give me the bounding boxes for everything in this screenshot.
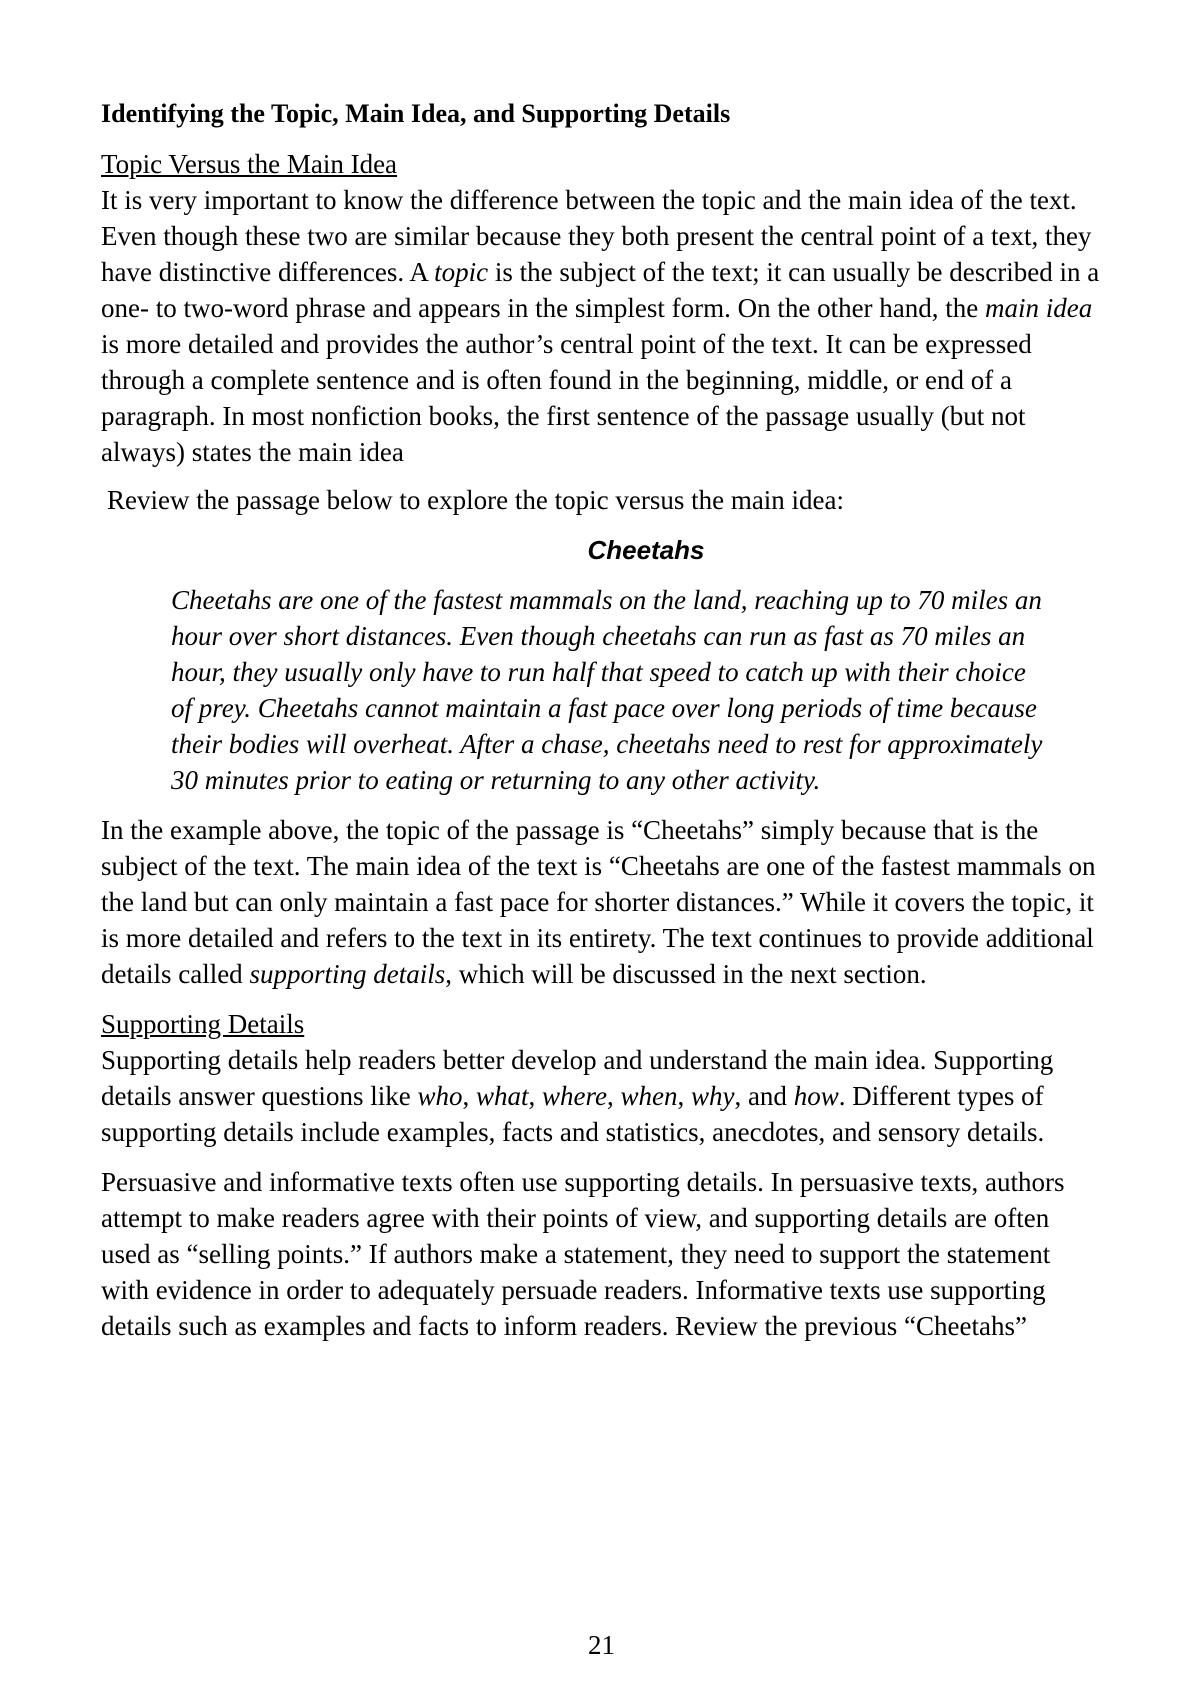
page-heading: Identifying the Topic, Main Idea, and Supporting Details (101, 99, 731, 128)
term-main-idea: main idea (985, 293, 1093, 323)
passage-text: Cheetahs are one of the fastest mammals on the land, reaching up to 70 miles an hour over short distances. Even though cheetahs can run as fast as 70 miles an hour, they usually only have to run half that speed to catch up with their choice of prey. Cheetahs cannot maintain a fast pace over long periods of time because their bodies will overheat. After a chase, cheetahs need to rest for approximately 30 minutes prior to eating or returning to any other activity. (171, 585, 1043, 795)
persuasive-paragraph: Persuasive and informative texts often use supporting details. In persuasive texts, authors attempt to make readers agree with their points of view, and supporting details are often used as “selling points.” If authors make a statement, they need to support the statement with evidence in order to adequately persuade readers. Informative texts use supporting details such as examples and facts to inform readers. Review the previous “Cheetahs” (101, 1167, 1065, 1341)
term-supporting-details: supporting details (249, 959, 446, 989)
example-paragraph: In the example above, the topic of the passage is “Cheetahs” simply because that is the subject of the text. The main idea of the text is “Cheetahs are one of the fastest mammals on the land but can only maintain a fast pace for shorter distances.” While it covers the topic, it is more detailed and refers to the text in its entirety. The text continues to provide additional details called supporting details, which will be discussed in the next section. (101, 815, 1096, 989)
subheading-topic-vs-main-idea: Topic Versus the Main Idea (101, 149, 398, 179)
review-instruction: Review the passage below to explore the topic versus the main idea: (107, 485, 845, 515)
page-number: 21 (588, 1630, 615, 1660)
intro-paragraph: It is very important to know the difference between the topic and the main idea of the text. Even though these two are similar because they both present the central point of a text, they have distinctive differences. A topic is the subject of the text; it can usually be described in a one- to two-word phrase and appears in the simplest form. On the other hand, the main idea is more detailed and provides the author’s central point of the text. It can be expressed through a complete sentence and is often found in the beginning, middle, or end of a paragraph. In most nonfiction books, the first sentence of the passage usually (but not always) states the main idea (101, 185, 1100, 467)
page-content (101, 96, 1101, 1344)
term-topic: topic (434, 257, 489, 287)
subheading-supporting-details: Supporting Details (101, 1009, 305, 1039)
passage-title: Cheetahs (587, 535, 705, 565)
supporting-details-paragraph: Supporting details help readers better develop and understand the main idea. Supporting details answer questions like who, what, where, when, why, and how. Different types of supporting details include examples, facts and statistics, anecdotes, and sensory details. (101, 1045, 1054, 1147)
